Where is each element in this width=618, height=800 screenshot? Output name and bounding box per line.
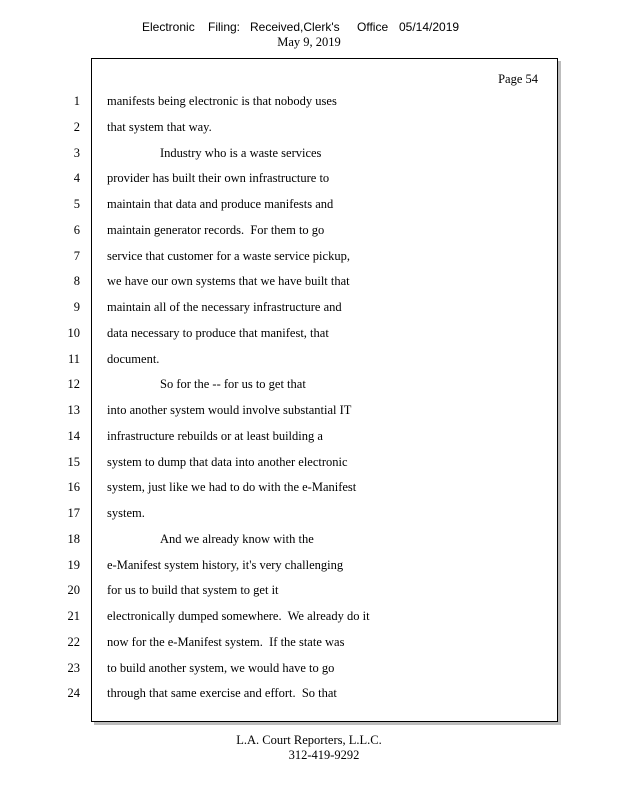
transcript-line — [0, 400, 618, 426]
transcript-line — [0, 323, 618, 349]
transcript-line — [0, 529, 618, 555]
transcript-line — [0, 606, 618, 632]
line-number: 2 — [73, 119, 80, 134]
transcript-line — [0, 477, 618, 503]
line-text: system to dump that data into another electronic — [107, 454, 348, 469]
transcript-line — [0, 452, 618, 478]
line-text: data necessary to produce that manifest, that — [107, 325, 329, 340]
transcript-line — [0, 117, 618, 143]
line-text: manifests being electronic is that nobody uses — [107, 94, 337, 108]
line-number: 20 — [67, 583, 80, 598]
line-text: maintain that data and produce manifests and — [107, 197, 334, 211]
line-number: 22 — [67, 634, 80, 649]
line-number: 13 — [67, 403, 80, 417]
line-number: 19 — [67, 557, 80, 572]
transcript-line — [0, 683, 618, 709]
reporter-company: L.A. Court Reporters, L.L.C. — [236, 733, 382, 747]
line-text: provider has built their own infrastructure to — [107, 171, 330, 186]
line-number: 9 — [73, 300, 80, 314]
line-number: 3 — [73, 145, 80, 160]
header-electronic: Electronic — [142, 20, 195, 34]
line-number: 1 — [73, 94, 80, 108]
line-text: for us to build that system to get it — [107, 583, 279, 598]
line-text: Industry who is a waste services — [160, 145, 322, 160]
line-number: 16 — [67, 480, 80, 495]
line-text: infrastructure rebuilds or at least building a — [107, 428, 323, 443]
line-number: 5 — [73, 197, 80, 211]
line-text: to build another system, we would have to go — [107, 660, 335, 675]
line-number: 24 — [67, 686, 80, 701]
line-number: 7 — [73, 248, 80, 263]
transcript-line — [0, 168, 618, 194]
transcript-line — [0, 91, 618, 117]
transcript-line — [0, 374, 618, 400]
line-number: 14 — [67, 428, 80, 443]
line-text: now for the e-Manifest system. If the state was — [107, 634, 345, 649]
reporter-phone: 312-419-9292 — [288, 748, 360, 762]
line-number: 21 — [67, 609, 80, 623]
header-received-clerks: Received,Clerk's — [250, 20, 340, 34]
line-number: 12 — [67, 377, 80, 392]
line-text: that system that way. — [107, 119, 212, 134]
line-number: 17 — [67, 506, 80, 520]
transcript-line — [0, 246, 618, 272]
header-office: Office — [357, 20, 389, 34]
header-filing: Filing: — [208, 20, 241, 34]
transcript-line — [0, 194, 618, 220]
line-number: 6 — [73, 222, 80, 237]
line-text: system, just like we had to do with the e-Manifest — [107, 480, 357, 495]
line-text: service that customer for a waste service pickup, — [107, 248, 350, 263]
line-text: document. — [107, 351, 160, 366]
transcript-line — [0, 297, 618, 323]
transcript-line — [0, 271, 618, 297]
transcript-line — [0, 632, 618, 658]
line-number: 15 — [67, 454, 80, 469]
line-number: 11 — [67, 351, 80, 366]
line-text: we have our own systems that we have built that — [107, 274, 350, 289]
transcript-line — [0, 555, 618, 581]
line-text: And we already know with the — [160, 531, 314, 546]
transcript-line — [0, 503, 618, 529]
line-text: into another system would involve substantial IT — [107, 403, 352, 417]
page-number: Page 54 — [498, 72, 538, 86]
transcript-line — [0, 580, 618, 606]
line-text: system. — [107, 506, 145, 520]
line-text: through that same exercise and effort. So that — [107, 686, 337, 701]
line-text: maintain all of the necessary infrastructure and — [107, 300, 342, 314]
transcript-line — [0, 426, 618, 452]
hearing-date: May 9, 2019 — [277, 35, 341, 49]
line-number: 23 — [67, 660, 80, 675]
line-text: e-Manifest system history, it's very challenging — [107, 557, 344, 572]
line-text: electronically dumped somewhere. We already do it — [107, 609, 370, 623]
transcript-line — [0, 658, 618, 684]
header-filed-date: 05/14/2019 — [399, 20, 460, 34]
transcript-line — [0, 143, 618, 169]
transcript-line — [0, 349, 618, 375]
line-number: 4 — [73, 171, 80, 186]
line-number: 10 — [67, 325, 80, 340]
line-text: So for the -- for us to get that — [160, 377, 306, 392]
line-text: maintain generator records. For them to go — [107, 222, 325, 237]
line-number: 8 — [73, 274, 80, 289]
transcript-line — [0, 220, 618, 246]
line-number: 18 — [67, 531, 80, 546]
